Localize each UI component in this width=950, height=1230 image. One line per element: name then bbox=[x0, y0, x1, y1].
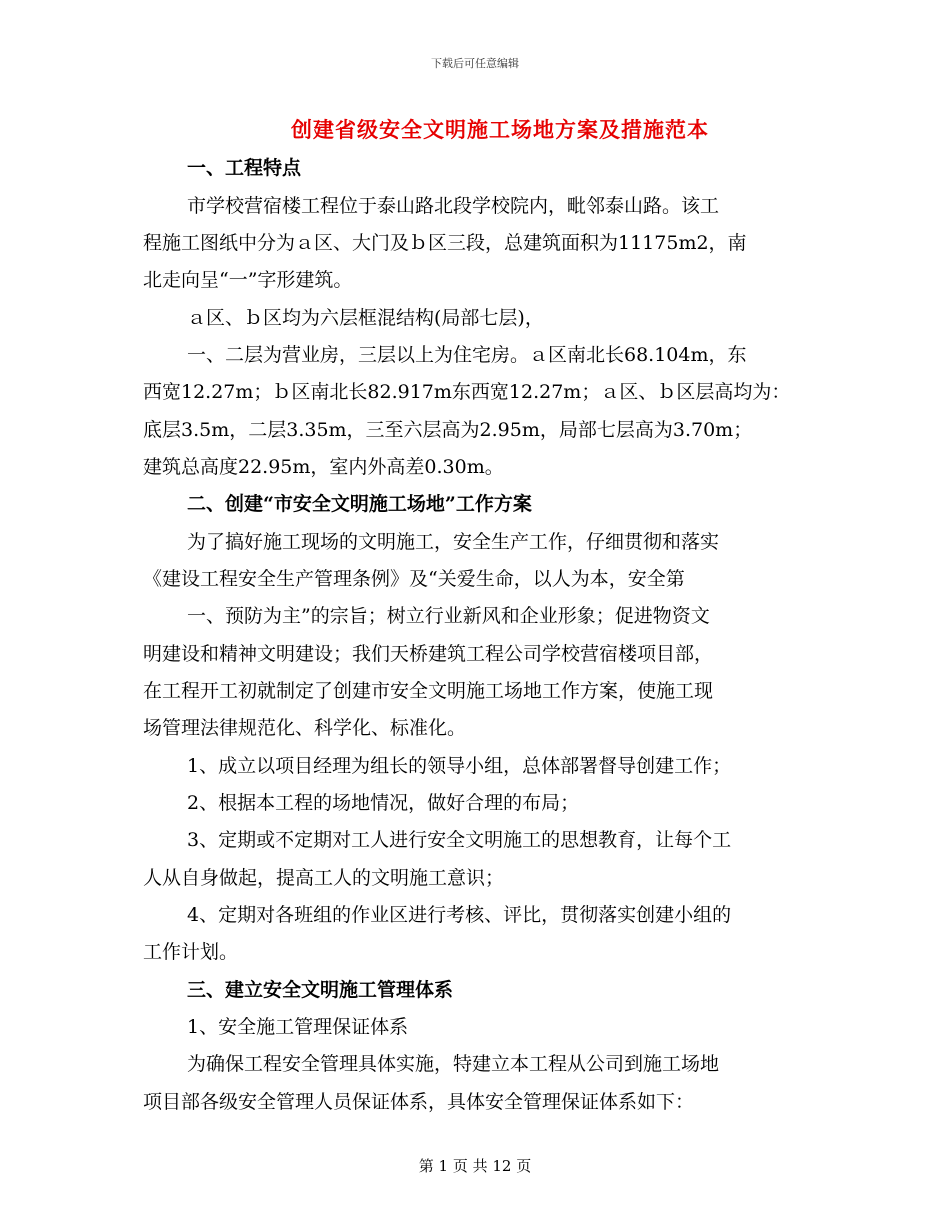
paragraph-line: ａ区、ｂ区均为六层框混结构(局部七层)， bbox=[187, 307, 544, 329]
subsection-heading: 1、安全施工管理保证体系 bbox=[187, 1016, 409, 1038]
paragraph-line: 建筑总高度22.95m，室内外高差0.30m。 bbox=[143, 456, 504, 478]
list-item-continuation: 人从自身做起，提高工人的文明施工意识； bbox=[143, 867, 505, 889]
paragraph-line: 为了搞好施工现场的文明施工，安全生产工作，仔细贯彻和落实 bbox=[187, 531, 720, 553]
paragraph-line: 程施工图纸中分为ａ区、大门及ｂ区三段，总建筑面积为11175m2，南 bbox=[143, 232, 747, 254]
document-title: 创建省级安全文明施工场地方案及措施范本 bbox=[291, 117, 709, 142]
paragraph-line: 西宽12.27m；ｂ区南北长82.917m东西宽12.27m；ａ区、ｂ区层高均为： bbox=[143, 381, 791, 403]
paragraph-line: 在工程开工初就制定了创建市安全文明施工场地工作方案，使施工现 bbox=[143, 680, 714, 702]
list-item: 3、定期或不定期对工人进行安全文明施工的思想教育，让每个工 bbox=[187, 829, 732, 851]
paragraph-line: 《建设工程安全生产管理条例》及“关爱生命，以人为本，安全第 bbox=[143, 568, 685, 590]
section-heading-2: 二、创建“市安全文明施工场地”工作方案 bbox=[187, 493, 532, 515]
header-note: 下载后可任意编辑 bbox=[431, 57, 519, 70]
paragraph-line: 市学校营宿楼工程位于泰山路北段学校院内，毗邻泰山路。该工 bbox=[187, 195, 720, 217]
list-item: 4、定期对各班组的作业区进行考核、评比，贯彻落实创建小组的 bbox=[187, 904, 732, 926]
paragraph-line: 场管理法律规范化、科学化、标准化。 bbox=[143, 717, 467, 739]
section-heading-3: 三、建立安全文明施工管理体系 bbox=[187, 979, 454, 1001]
paragraph-line: 一、预防为主”的宗旨；树立行业新风和企业形象；促进物资文 bbox=[187, 605, 710, 627]
paragraph-line: 项目部各级安全管理人员保证体系，具体安全管理保证体系如下： bbox=[143, 1091, 695, 1113]
section-heading-1: 一、工程特点 bbox=[187, 157, 302, 179]
list-item: 1、成立以项目经理为组长的领导小组，总体部署督导创建工作； bbox=[187, 755, 732, 777]
paragraph-line: 为确保工程安全管理具体实施，特建立本工程从公司到施工场地 bbox=[187, 1053, 720, 1075]
page-number-footer: 第 1 页 共 12 页 bbox=[418, 1157, 532, 1175]
paragraph-line: 底层3.5m，二层3.35m，三至六层高为2.95m，局部七层高为3.70m； bbox=[143, 419, 753, 441]
paragraph-line: 明建设和精神文明建设；我们天桥建筑工程公司学校营宿楼项目部， bbox=[143, 643, 714, 665]
paragraph-line: 北走向呈“一”字形建筑。 bbox=[143, 269, 353, 291]
paragraph-line: 一、二层为营业房，三层以上为住宅房。ａ区南北长68.104m，东 bbox=[187, 344, 747, 366]
list-item-continuation: 工作计划。 bbox=[143, 941, 239, 963]
list-item: 2、根据本工程的场地情况，做好合理的布局； bbox=[187, 792, 580, 814]
